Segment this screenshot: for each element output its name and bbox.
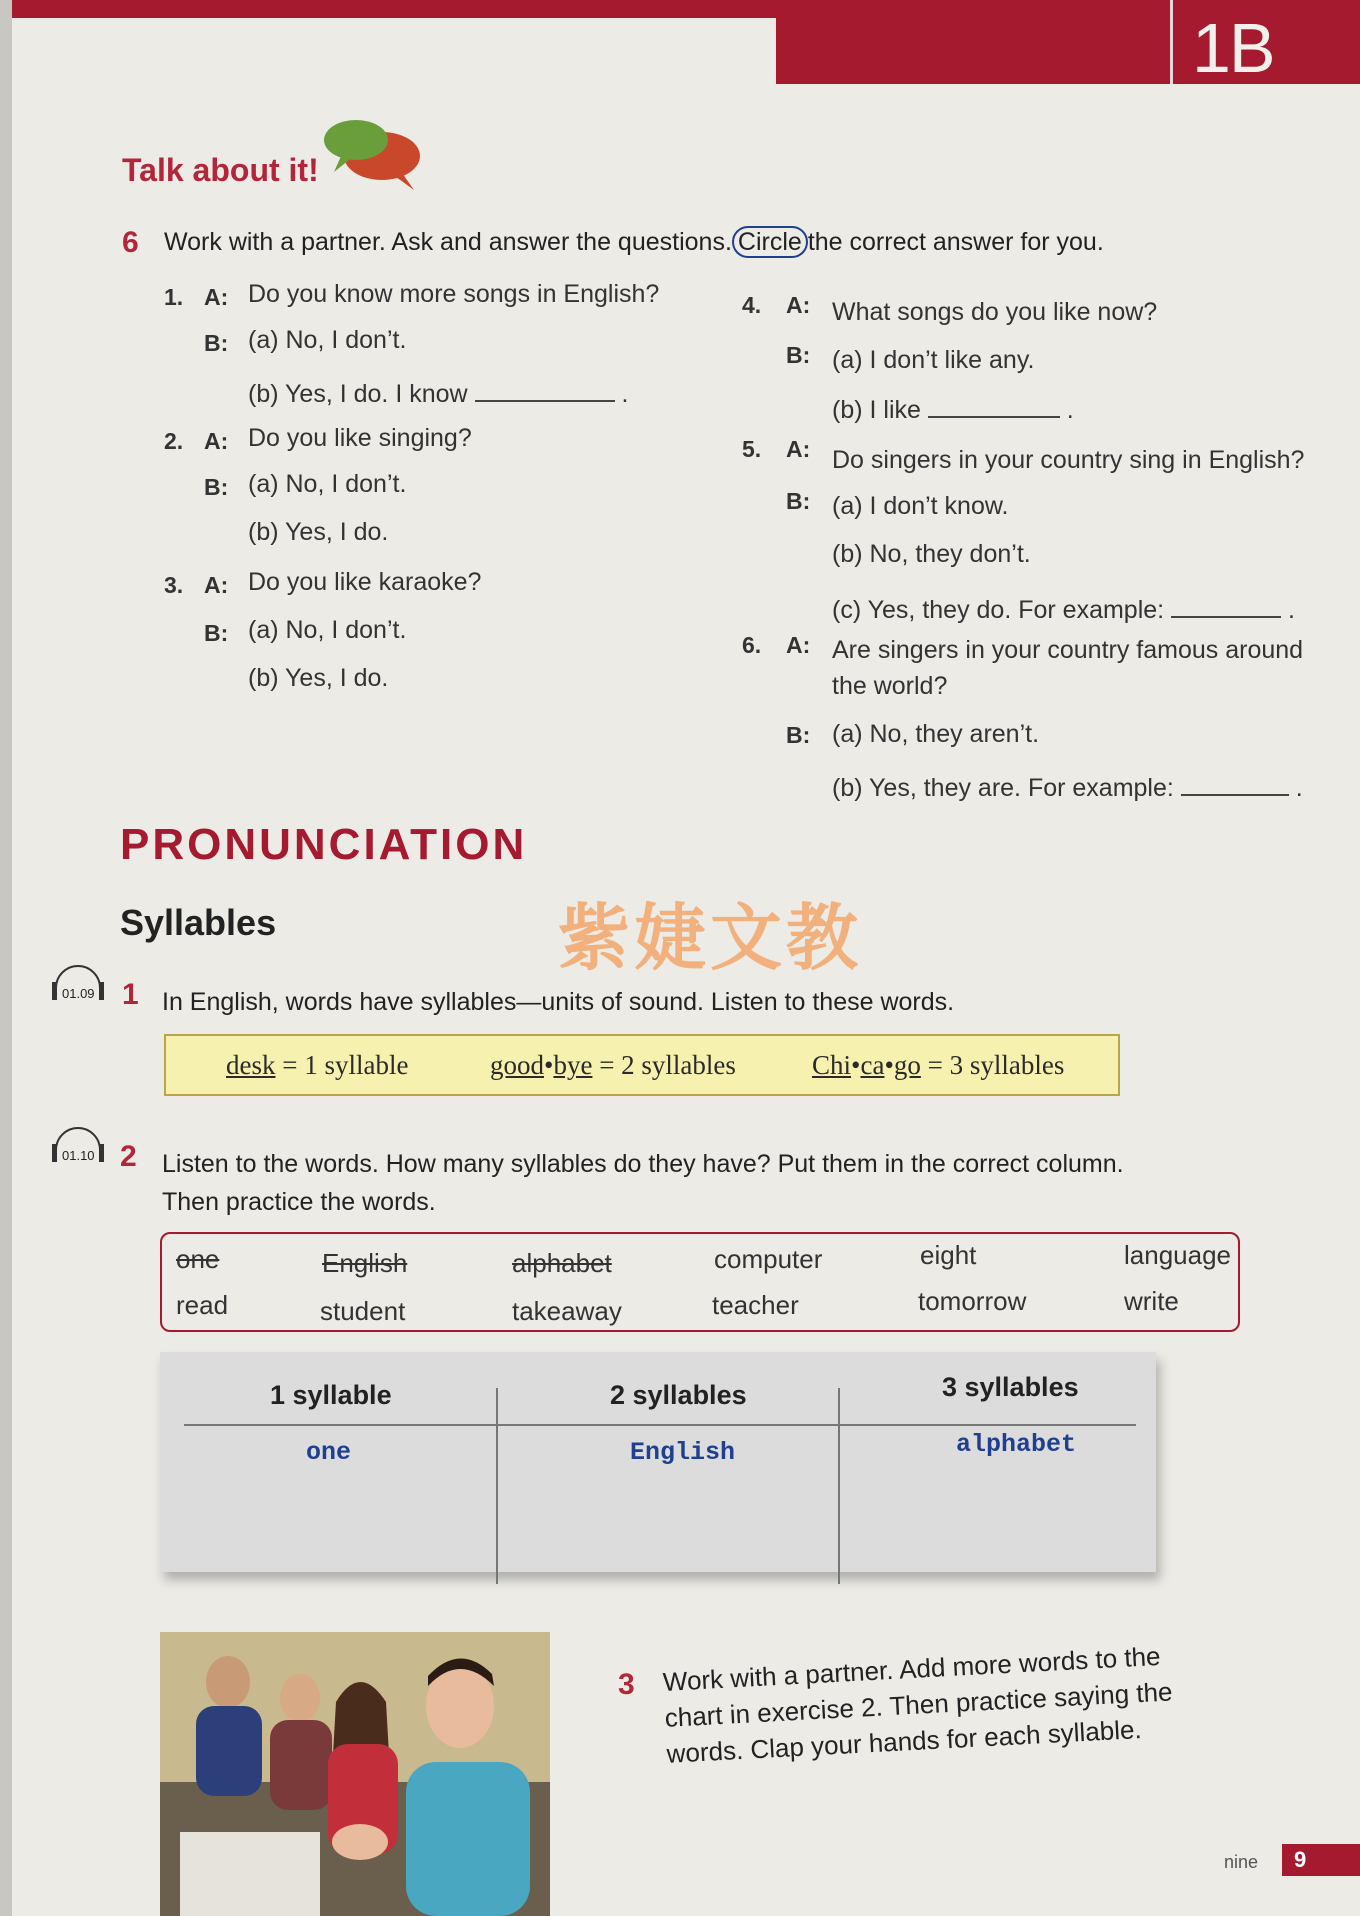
question-text-continued: the world? (832, 672, 948, 700)
audio-track-icon[interactable] (50, 962, 106, 1007)
answer-option: (a) No, I don’t. (248, 326, 407, 354)
answer-blank[interactable] (475, 374, 615, 402)
answer-blank[interactable] (928, 390, 1060, 418)
page-number-word: nine (1224, 1852, 1259, 1872)
instruction-text-end: the correct answer for you. (807, 228, 1104, 256)
exercise-6-instruction (164, 228, 1104, 257)
answer-option: (a) No, I don’t. (248, 470, 407, 498)
answer-option: (a) I don’t know. (832, 492, 1009, 520)
speaker-b: B: (786, 722, 811, 748)
chart-column-divider (496, 1388, 498, 1584)
unit-tab-divider (1170, 0, 1173, 84)
speaker-b: B: (204, 620, 229, 646)
word-item: write (1124, 1286, 1179, 1316)
speaker-b: B: (204, 474, 229, 500)
syllable-chart (160, 1352, 1156, 1572)
answer-option-with-blank: (c) Yes, they do. For example: . (832, 590, 1295, 625)
exercise-1-number: 1 (122, 978, 139, 1011)
answer-option: (b) Yes, I do. (248, 664, 389, 692)
word-item: English (322, 1248, 408, 1278)
example-count: = 2 syllables (592, 1050, 736, 1080)
answer-text: (b) Yes, they are. For example: (832, 774, 1174, 802)
chart-column-divider (838, 1388, 840, 1584)
chart-answer-1[interactable]: one (306, 1438, 352, 1467)
question-number: 5. (742, 436, 762, 462)
chart-answer-2[interactable]: English (630, 1438, 736, 1467)
word-item: takeaway (512, 1296, 622, 1326)
question-number: 2. (164, 428, 184, 454)
watermark-text: 紫婕文教 (558, 899, 863, 979)
exercise-2-number: 2 (120, 1140, 137, 1173)
syllable-dot: • (884, 1050, 894, 1080)
example-goodbye (490, 1050, 736, 1081)
exercise-1-instruction: In English, words have syllables—units of sound. Listen to these words. (162, 988, 955, 1016)
question-number: 3. (164, 572, 184, 598)
chart-header-2-syllables: 2 syllables (610, 1380, 747, 1410)
question-text: Do singers in your country sing in English? (832, 446, 1305, 474)
unit-label: 1B (1192, 9, 1274, 87)
question-text: What songs do you like now? (832, 298, 1158, 326)
question-text: Do you like karaoke? (248, 568, 482, 596)
page-number: 9 (1282, 1844, 1360, 1876)
track-number: 01.10 (62, 1148, 95, 1163)
word-item: language (1124, 1240, 1231, 1270)
question-number: 4. (742, 292, 762, 318)
circled-word: Circle (732, 226, 808, 258)
speaker-a: A: (786, 292, 811, 318)
exercise-2-instruction-line2: Then practice the words. (162, 1188, 436, 1216)
example-count: = 3 syllables (920, 1050, 1065, 1080)
talk-about-it-title: Talk about it! (122, 152, 319, 188)
syllable-examples-box (164, 1034, 1120, 1096)
chart-header-3-syllables: 3 syllables (942, 1372, 1079, 1402)
instruction-text: Work with a partner. Ask and answer the questions. (164, 228, 732, 256)
syllable: bye (553, 1050, 593, 1080)
answer-option: (b) Yes, I do. (248, 518, 389, 546)
speaker-b: B: (786, 488, 811, 514)
exercise-2-instruction-line1: Listen to the words. How many syllables do they have? Put them in the correct column. (162, 1150, 1124, 1178)
exercise-3-instruction: Work with a partner. Add more words to the chart in exercise 2. Then practice saying the words. Clap your hands for each syllable. (662, 1640, 1174, 1769)
word-item: tomorrow (918, 1286, 1027, 1316)
syllable: desk (226, 1050, 276, 1080)
speech-bubbles-icon (322, 116, 426, 192)
syllable: good (490, 1050, 544, 1080)
speaker-a: A: (786, 436, 811, 462)
answer-option: (a) I don’t like any. (832, 346, 1035, 374)
speaker-a: A: (204, 572, 229, 598)
students-clapping-photo (160, 1632, 550, 1916)
word-item: computer (714, 1244, 823, 1274)
exercise-6-number: 6 (122, 226, 139, 259)
word-item: student (320, 1296, 406, 1326)
speaker-a: A: (786, 632, 811, 658)
chart-header-line (184, 1424, 1136, 1426)
syllables-subheading: Syllables (120, 902, 277, 943)
word-item: teacher (712, 1290, 799, 1320)
answer-option-with-blank: (b) Yes, they are. For example: . (832, 768, 1303, 803)
example-chicago (812, 1050, 1064, 1081)
answer-option: (a) No, they aren’t. (832, 720, 1040, 748)
page-edge (0, 0, 12, 1916)
speaker-b: B: (204, 330, 229, 356)
question-text: Do you like singing? (248, 424, 472, 452)
answer-text: (b) I like (832, 396, 921, 424)
pronunciation-heading: PRONUNCIATION (120, 820, 528, 869)
chart-answer-3[interactable]: alphabet (956, 1430, 1077, 1459)
answer-text: (b) Yes, I do. I know (248, 380, 468, 408)
speaker-a: A: (204, 284, 229, 310)
word-item: eight (920, 1240, 977, 1270)
answer-option: (a) No, I don’t. (248, 616, 407, 644)
answer-option-with-blank: (b) Yes, I do. I know . (248, 374, 628, 409)
syllable: Chi (812, 1050, 852, 1080)
syllable-dot: • (851, 1050, 861, 1080)
speaker-b: B: (786, 342, 811, 368)
word-item: read (176, 1290, 229, 1320)
syllable-dot: • (544, 1050, 554, 1080)
syllable: go (893, 1050, 921, 1080)
exercise-3-number: 3 (618, 1668, 635, 1701)
example-desk (226, 1050, 408, 1081)
word-item: alphabet (512, 1248, 612, 1278)
speaker-a: A: (204, 428, 229, 454)
question-text: Do you know more songs in English? (248, 280, 660, 308)
word-item: one (176, 1244, 220, 1274)
question-number: 1. (164, 284, 184, 310)
answer-text: (c) Yes, they do. For example: (832, 596, 1165, 624)
word-bank (160, 1232, 1240, 1332)
answer-option: (b) No, they don’t. (832, 540, 1031, 568)
track-number: 01.09 (62, 986, 95, 1001)
answer-blank[interactable] (1181, 768, 1289, 796)
example-count: = 1 syllable (275, 1050, 409, 1080)
syllable: ca (860, 1050, 885, 1080)
answer-blank[interactable] (1171, 590, 1281, 618)
chart-header-1-syllable: 1 syllable (270, 1380, 392, 1410)
audio-track-icon[interactable] (50, 1124, 106, 1169)
question-number: 6. (742, 632, 762, 658)
answer-option-with-blank: (b) I like . (832, 390, 1074, 425)
question-text: Are singers in your country famous around (832, 636, 1304, 664)
